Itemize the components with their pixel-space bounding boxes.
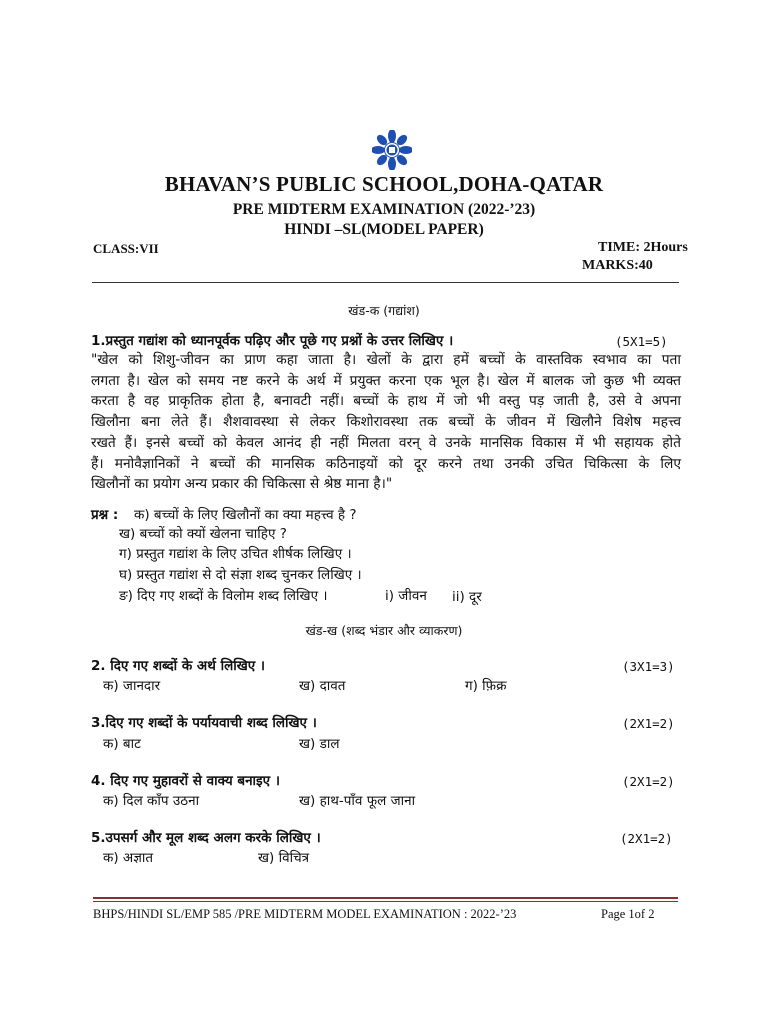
antonym-word-2: ii) दूर xyxy=(452,589,482,605)
section-a-heading: खंड-क (गद्यांश) xyxy=(348,303,420,318)
q2-item-a: क) जानदार xyxy=(103,678,161,694)
page-number: Page 1of 2 xyxy=(601,907,655,921)
passage-line: खिलौनों का प्रयोग अन्य प्रकार की चिकित्सा से श्रेष्ठ माना है।" xyxy=(91,476,393,493)
footer-code: BHPS/HINDI SL/EMP 585 /PRE MIDTERM MODEL EXAMINATION : 2022-’23 xyxy=(93,907,517,921)
question-d: घ) प्रस्तुत गद्यांश से दो संज्ञा शब्द चुनकर लिखिए । xyxy=(119,567,362,583)
header-divider xyxy=(92,282,679,283)
q1-instruction: 1.प्रस्तुत गद्यांश को ध्यानपूर्वक पढ़िए और पूछे गए प्रश्नों के उत्तर लिखिए । xyxy=(91,333,454,349)
footer-divider-thick xyxy=(93,897,678,899)
passage-line: हैं। मनोवैज्ञानिकों ने बच्चों की मानसिक कठिनाइयों को दूर करने तथा उनकी उचित चिकित्सा के लिए xyxy=(91,455,681,472)
passage-line: "खेल को शिशु-जीवन का प्राण कहा जाता है। खेलों के द्वारा हमें बच्चों के वास्तविक स्वभाव का पता xyxy=(91,352,681,368)
q5-item-a: क) अज्ञात xyxy=(103,850,154,866)
section-b-heading: खंड-ख (शब्द भंडार और व्याकरण) xyxy=(305,623,463,638)
question-e: ङ) दिए गए शब्दों के विलोम शब्द लिखिए । xyxy=(119,588,328,604)
school-emblem-icon xyxy=(372,130,412,170)
antonym-word-1: i) जीवन xyxy=(385,588,427,604)
q1-marks: (5X1=5) xyxy=(615,334,668,349)
q5-item-b: ख) विचित्र xyxy=(258,850,310,866)
school-name: BHAVAN’S PUBLIC SCHOOL,DOHA-QATAR xyxy=(164,172,604,196)
exam-title: PRE MIDTERM EXAMINATION (2022-’23) xyxy=(232,201,536,218)
q2-item-c: ग) फ़िक्र xyxy=(465,678,507,694)
q3-item-b: ख) डाल xyxy=(299,736,340,752)
passage xyxy=(91,350,681,495)
q4-marks: (2X1=2) xyxy=(622,774,675,789)
time-label: TIME: 2Hours xyxy=(598,240,688,255)
question-a: क) बच्चों के लिए खिलौनों का क्या महत्त्व है ? xyxy=(134,507,357,523)
question-c: ग) प्रस्तुत गद्यांश के लिए उचित शीर्षक लिखिए । xyxy=(119,546,352,562)
q2-text: 2. दिए गए शब्दों के अर्थ लिखिए । xyxy=(91,658,266,674)
marks-label: MARKS:40 xyxy=(582,258,653,273)
passage-line: करता है वह प्राकृतिक होता है, बनावटी नहीं। बच्चों के हाथ में जो भी वस्तु पड़ जाती है, उसे वे अपना xyxy=(91,393,681,410)
q2-marks: (3X1=3) xyxy=(622,659,675,674)
footer-divider-thin xyxy=(93,901,678,902)
q3-marks: (2X1=2) xyxy=(622,716,675,731)
question-b: ख) बच्चों को क्यों खेलना चाहिए ? xyxy=(119,526,287,542)
class-label: CLASS:VII xyxy=(93,241,159,256)
q4-item-b: ख) हाथ-पाँव फूल जाना xyxy=(299,793,416,809)
q2-item-b: ख) दावत xyxy=(299,678,346,694)
q4-item-a: क) दिल काँप उठना xyxy=(103,793,200,809)
paper-title: HINDI –SL(MODEL PAPER) xyxy=(284,221,484,238)
q3-item-a: क) बाट xyxy=(103,736,141,752)
passage-line: रखते हैं। इनसे बच्चों को केवल आनंद ही नहीं मिलता वरन् वे उनके मानसिक विकास में भी सहायक होते xyxy=(91,434,681,451)
questions-label: प्रश्न : xyxy=(91,507,119,523)
passage-line: लगता है। खेल को समय नष्ट करने के अर्थ में प्रयुक्त करना एक भूल है। खेल में बालक जो कुछ भी व्यक्त xyxy=(91,372,681,389)
q5-marks: (2X1=2) xyxy=(620,831,673,846)
q4-text: 4. दिए गए मुहावरों से वाक्य बनाइए । xyxy=(91,773,280,789)
q3-text: 3.दिए गए शब्दों के पर्यायवाची शब्द लिखिए । xyxy=(91,715,317,731)
q5-text: 5.उपसर्ग और मूल शब्द अलग करके लिखिए । xyxy=(91,830,321,846)
passage-line: खिलौना बना लेते हैं। शैशवावस्था से लेकर किशोरावस्था तक बच्चों के जीवन में खिलौने विशेष महत्त्व xyxy=(91,414,681,431)
